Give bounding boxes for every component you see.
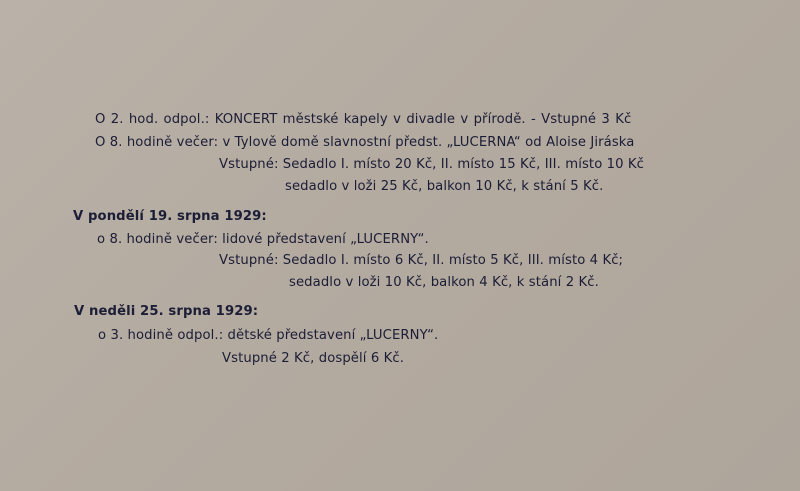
program-line-concert: O 2. hod. odpol.: KONCERT městské kapely v divadle v přírodě. - Vstupné 3 Kč — [95, 112, 632, 127]
program-line-children-performance: o 3. hodině odpol.: dětské představení „LUCERNY“. — [98, 328, 439, 343]
program-line-folk-performance: o 8. hodině večer: lidové představení „LUCERNY“. — [97, 232, 429, 247]
program-line-admission-box: sedadlo v loži 25 Kč, balkon 10 Kč, k stání 5 Kč. — [285, 179, 604, 194]
program-line-monday-admission-box: sedadlo v loži 10 Kč, balkon 4 Kč, k stání 2 Kč. — [289, 275, 599, 290]
program-line-evening-performance: O 8. hodině večer: v Tylově domě slavnostní předst. „LUCERNA“ od Aloise Jiráska — [95, 135, 635, 150]
program-line-admission-seats: Vstupné: Sedadlo I. místo 20 Kč, II. místo 15 Kč, III. místo 10 Kč — [219, 157, 645, 172]
program-line-sunday-admission: Vstupné 2 Kč, dospělí 6 Kč. — [222, 351, 405, 366]
heading-sunday: V neděli 25. srpna 1929: — [74, 304, 259, 319]
program-line-monday-admission-seats: Vstupné: Sedadlo I. místo 6 Kč, II. místo 5 Kč, III. místo 4 Kč; — [219, 253, 624, 268]
heading-monday: V pondělí 19. srpna 1929: — [73, 209, 267, 224]
